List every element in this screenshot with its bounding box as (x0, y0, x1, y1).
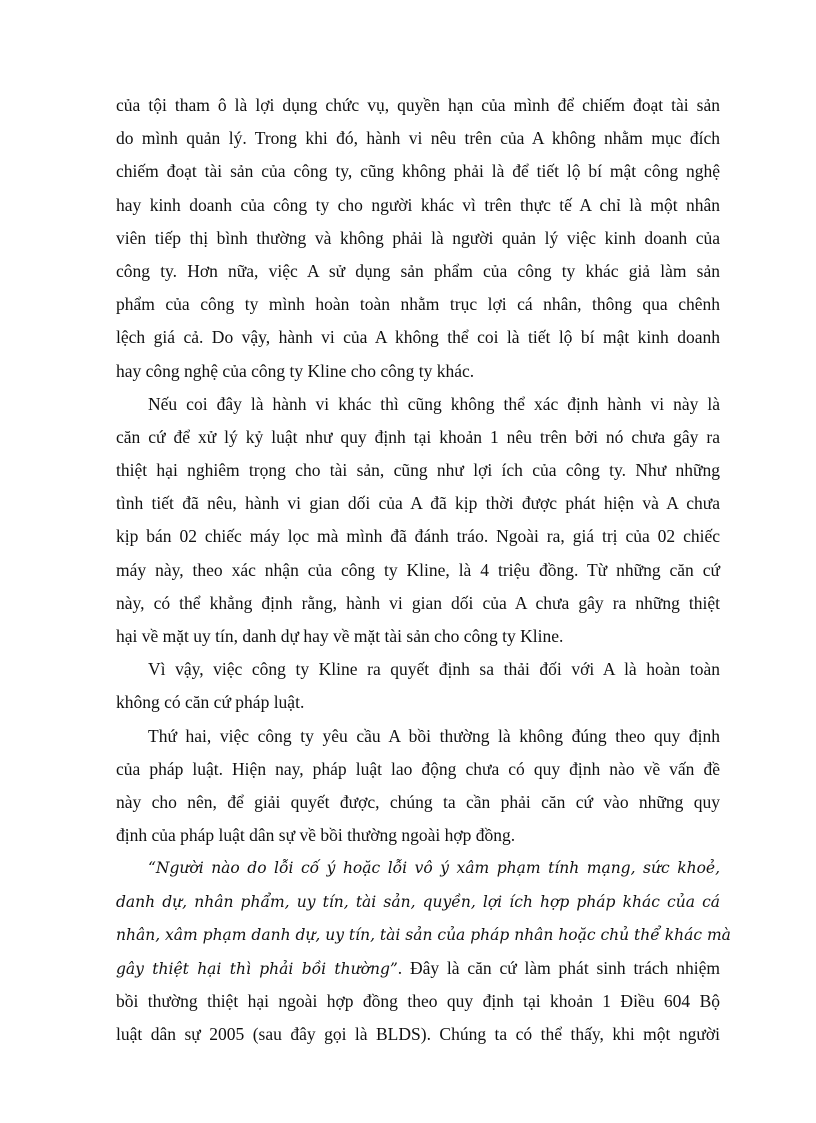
paragraph-quote (116, 852, 731, 1051)
text-line: của tội tham ô là lợi dụng chức vụ, quyền hạn của mình để chiếm đoạt tài sản (116, 95, 720, 115)
text-line: không có căn cứ pháp luật. (116, 692, 305, 713)
text-line: hại về mặt uy tín, danh dự hay về mặt tài sản cho công ty Kline. (116, 626, 564, 646)
text-line: của pháp luật. Hiện nay, pháp luật lao động chưa có quy định nào về vấn đề (116, 758, 720, 779)
text-line: viên tiếp thị bình thường và không phải là người quản lý việc kinh doanh của (116, 227, 720, 248)
text-line: căn cứ để xử lý kỷ luật như quy định tại khoản 1 nêu trên bởi nó chưa gây ra (116, 426, 720, 447)
paragraph (116, 89, 720, 388)
text-line: bồi thường thiệt hại ngoài hợp đồng theo quy định tại khoản 1 Điều 604 Bộ (116, 991, 720, 1012)
text-line: kịp bán 02 chiếc máy lọc mà mình đã đánh tráo. Ngoài ra, giá trị của 02 chiếc (116, 526, 720, 547)
text-line: máy này, theo xác nhận của công ty Kline, là 4 triệu đồng. Từ những căn cứ (116, 559, 720, 580)
quote-line: “Người nào do lỗi cố ý hoặc lỗi vô ý xâm phạm tính mạng, sức khoẻ, (148, 859, 720, 878)
text-line: do mình quản lý. Trong khi đó, hành vi nêu trên của A không nhằm mục đích (116, 128, 720, 149)
text-line: này cho nên, để giải quyết được, chúng ta cần phải căn cứ vào những quy (116, 791, 720, 812)
text-line: Vì vậy, việc công ty Kline ra quyết định sa thải đối với A là hoàn toàn (148, 659, 720, 680)
text-line: định của pháp luật dân sự về bồi thường ngoài hợp đồng. (116, 825, 516, 846)
text-line: chiếm đoạt tài sản của công ty, cũng không phải là để tiết lộ bí mật công nghệ (116, 161, 720, 182)
text-line: thiệt hại nghiêm trọng cho tài sản, cũng như lợi ích của công ty. Như những (116, 460, 720, 481)
text-line: tình tiết đã nêu, hành vi gian dối của A đã kịp thời được phát hiện và A chưa (116, 493, 720, 514)
paragraph (116, 720, 720, 853)
text-line: hay kinh doanh của công ty cho người khác vì trên thực tế A chỉ là một nhân (116, 194, 720, 215)
text-line: này, có thể khẳng định rằng, hành vi gian dối của A chưa gây ra những thiệt (116, 592, 720, 613)
text-line: luật dân sự 2005 (sau đây gọi là BLDS). Chúng ta có thể thấy, khi một người (116, 1024, 720, 1045)
text-line: hay công nghệ của công ty Kline cho công ty khác. (116, 360, 475, 381)
text-line: lệch giá cả. Do vậy, hành vi của A không thể coi là tiết lộ bí mật kinh doanh (116, 327, 720, 348)
document-page (116, 89, 731, 1051)
text-segment: . Đây là căn cứ làm phát sinh trách nhiệm (397, 957, 720, 978)
quote-end: gây thiệt hại thì phải bồi thường” (116, 959, 398, 978)
text-line: phẩm của công ty mình hoàn toàn nhằm trục lợi cá nhân, thông qua chênh (116, 294, 720, 315)
quote-line: danh dự, nhân phẩm, uy tín, tài sản, quyền, lợi ích hợp pháp khác của cá (116, 892, 720, 911)
text-line (116, 952, 720, 985)
paragraph (116, 653, 720, 719)
text-line: Nếu coi đây là hành vi khác thì cũng không thể xác định hành vi này là (148, 393, 720, 414)
paragraph (116, 388, 720, 654)
text-line: công ty. Hơn nữa, việc A sử dụng sản phẩm của công ty khác giả làm sản (116, 260, 720, 281)
text-line: Thứ hai, việc công ty yêu cầu A bồi thường là không đúng theo quy định (148, 725, 720, 746)
quote-line: nhân, xâm phạm danh dự, uy tín, tài sản của pháp nhân hoặc chủ thể khác mà (116, 925, 731, 944)
